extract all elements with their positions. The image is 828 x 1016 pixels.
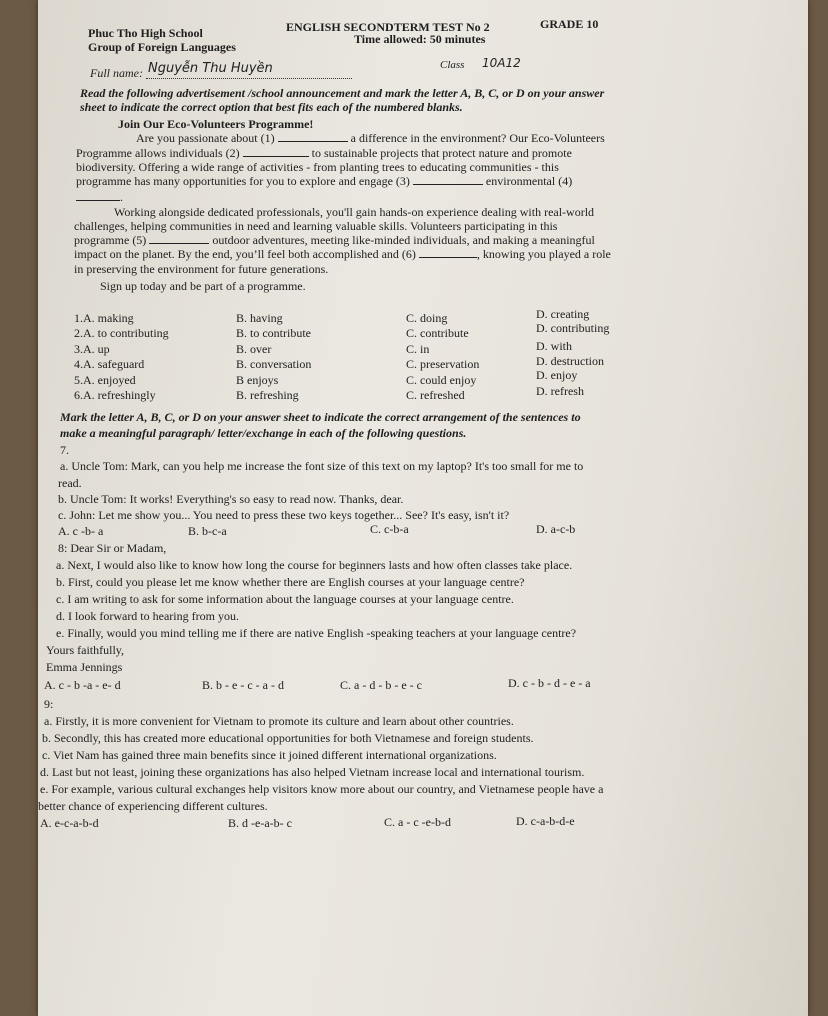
sentence: b. Secondly, this has created more educational opportunities for both Vietnamese and foreign students. (42, 731, 534, 745)
passage-line: challenges, helping communities in need and learning valuable skills. Volunteers participating in this (74, 219, 558, 233)
answer-option: C. contribute (406, 326, 469, 340)
answer-option: D. c - b - d - e - a (508, 676, 591, 690)
instruction-1a: Read the following advertisement /school announcement and mark the letter A, B, C, or D on your answer (80, 86, 605, 100)
sentence: d. I look forward to hearing from you. (56, 609, 239, 623)
student-name: Nguyễn Thu Huyền (148, 61, 273, 76)
answer-option: C. in (406, 342, 430, 356)
answer-option: B. d -e-a-b- c (228, 816, 292, 830)
answer-option: B. b - e - c - a - d (202, 678, 284, 692)
passage-line: biodiversity. Offering a wide range of activities - from planting trees to educating communities - this (76, 160, 559, 174)
answer-option: B. over (236, 342, 272, 356)
answer-option: C. a - c -e-b-d (384, 815, 451, 829)
passage-line: Working alongside dedicated professionals, you'll gain hands-on experience dealing with real-world (114, 205, 595, 219)
sentence: c. John: Let me show you... You need to press these two keys together... See? It's easy, isn't it? (58, 508, 510, 522)
answer-option: 4.A. safeguard (74, 357, 145, 371)
passage-title: Join Our Eco-Volunteers Programme! (118, 117, 314, 131)
answer-option: 3.A. up (74, 342, 110, 356)
sentence: a. Firstly, it is more convenient for Vietnam to promote its culture and learn about other countries. (44, 714, 514, 728)
answer-option: D. refresh (536, 384, 584, 398)
instruction-1b: sheet to indicate the correct option that best fits each of the numbered blanks. (80, 100, 463, 114)
sentence: b. Uncle Tom: It works! Everything's so easy to read now. Thanks, dear. (58, 492, 404, 506)
class-label: Class (440, 59, 465, 71)
passage-line: in preserving the environment for future generations. (74, 262, 329, 276)
answer-option: B. having (236, 311, 283, 325)
answer-option: B. conversation (236, 357, 312, 371)
sentence: e. Finally, would you mind telling me if there are native English -speaking teachers at your language centre? (56, 626, 577, 640)
sentence: c. Viet Nam has gained three main benefits since it joined different international organizations. (42, 748, 497, 762)
answer-option: D. enjoy (536, 368, 578, 382)
answer-option: 5.A. enjoyed (74, 373, 136, 387)
answer-option: 1.A. making (74, 311, 134, 325)
sentence: Emma Jennings (46, 660, 123, 674)
full-name-label: Full name: (90, 66, 143, 80)
question-number: 9: (44, 697, 54, 711)
sentence: a. Next, I would also like to know how long the course for beginners lasts and how often classes take place. (56, 558, 573, 572)
time-allowed: Time allowed: 50 minutes (354, 32, 486, 46)
answer-option: B. refreshing (236, 388, 299, 402)
answer-option: D. a-c-b (536, 522, 576, 536)
sentence: e. For example, various cultural exchanges help visitors know more about our country, and Vietnamese people have a (40, 782, 604, 796)
passage-line: Programme allows individuals (2) to sustainable projects that protect nature and promote (76, 146, 572, 160)
test-title: ENGLISH SECONDTERM TEST No 2 (286, 20, 490, 34)
sentence: d. Last but not least, joining these organizations has also helped Vietnam increase local and international tourism. (40, 765, 585, 779)
answer-option: C. c-b-a (370, 522, 409, 536)
sentence: b. First, could you please let me know whether there are English courses at your language centre? (56, 575, 525, 589)
grade: GRADE 10 (540, 17, 599, 31)
answer-option: C. doing (406, 311, 448, 325)
instruction-2b: make a meaningful paragraph/ letter/exchange in each of the following questions. (60, 426, 467, 440)
answer-option: D. destruction (536, 354, 604, 368)
passage-line: programme has many opportunities for you to explore and engage (3) environmental (4) (76, 174, 573, 188)
answer-option: 2.A. to contributing (74, 326, 169, 340)
answer-option: D. with (536, 339, 572, 353)
name-line (146, 78, 352, 79)
sentence: a. Uncle Tom: Mark, can you help me increase the font size of this text on my laptop? It's too small for me to (60, 459, 584, 473)
answer-option: C. could enjoy (406, 373, 477, 387)
answer-option: B. b-c-a (188, 524, 227, 538)
exam-sheet (38, 0, 808, 1016)
class-value: 10A12 (482, 56, 521, 70)
answer-option: A. e-c-a-b-d (40, 816, 99, 830)
answer-option: B. to contribute (236, 326, 311, 340)
answer-option: A. c -b- a (58, 524, 104, 538)
answer-option: D. creating (536, 307, 590, 321)
answer-option: A. c - b -a - e- d (44, 678, 121, 692)
answer-option: D. c-a-b-d-e (516, 814, 575, 828)
sentence: c. I am writing to ask for some information about the language courses at your language centre. (56, 592, 514, 606)
answer-option: C. a - d - b - e - c (340, 678, 422, 692)
sentence: better chance of experiencing different cultures. (38, 799, 268, 813)
answer-option: D. contributing (536, 321, 610, 335)
school-name: Phuc Tho High School (88, 26, 203, 40)
answer-option: 6.A. refreshingly (74, 388, 156, 402)
answer-option: B enjoys (236, 373, 279, 387)
passage-line: programme (5) outdoor adventures, meeting like-minded individuals, and making a meaningful (74, 233, 595, 247)
group-name: Group of Foreign Languages (88, 40, 236, 54)
passage-line: Sign up today and be part of a programme. (100, 279, 306, 293)
sentence: Yours faithfully, (46, 643, 125, 657)
question-number: 7. (60, 443, 69, 457)
sentence: read. (58, 476, 82, 490)
passage-line: . (76, 190, 123, 205)
answer-option: C. refreshed (406, 388, 465, 402)
question-number: 8: Dear Sir or Madam, (58, 541, 167, 555)
passage-line: impact on the planet. By the end, you’ll feel both accomplished and (6) , knowing you played a role (74, 247, 611, 261)
instruction-2a: Mark the letter A, B, C, or D on your answer sheet to indicate the correct arrangement of the sentences to (60, 410, 581, 424)
passage-line: Are you passionate about (1) a difference in the environment? Our Eco-Volunteers (136, 131, 605, 145)
answer-option: C. preservation (406, 357, 480, 371)
